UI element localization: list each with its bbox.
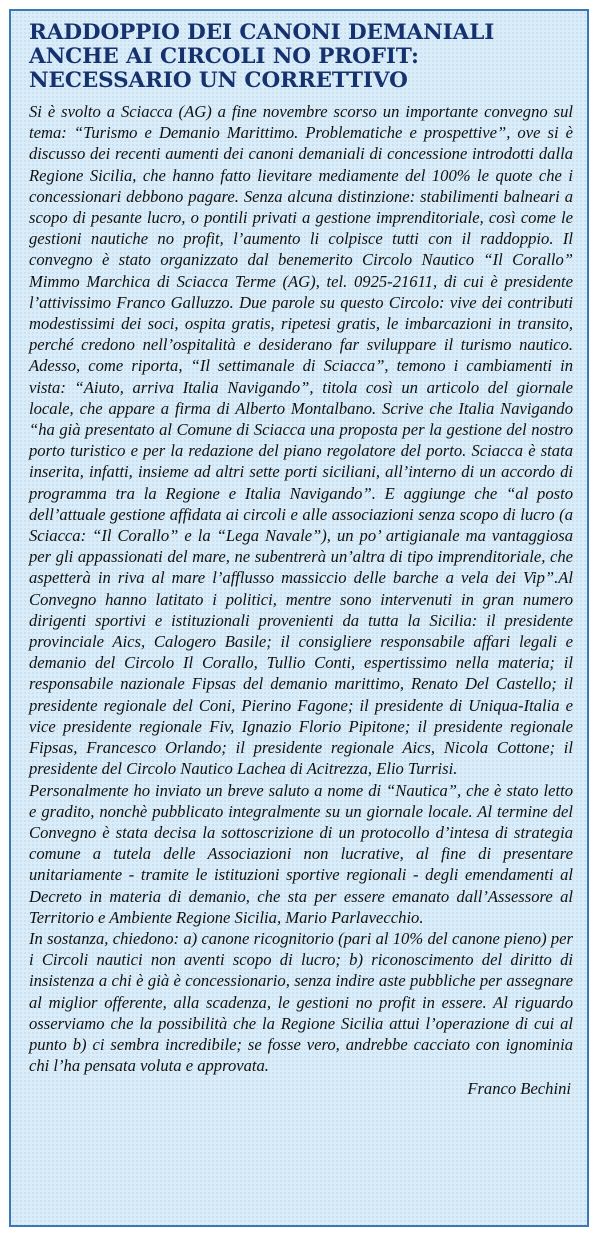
- article-body: [29, 101, 573, 1076]
- article-paragraph-2: Personalmente ho inviato un breve saluto a nome di “Nautica”, che è stato letto e gradito, nonchè pubblicato integralmente su un giornale locale. Al termine del Convegno è stata decisa la sottoscrizione di un protocollo d’intesa di strategia comune a tutela delle Associazioni non lucrative, al fine di presentare unitariamente - tramite le istituzioni sportive regionali - degli emendamenti al Decreto in materia di demanio, che sta per essere emanato dall’Assessore al Territorio e Ambiente Regione Sicilia, Mario Parlavecchio.: [29, 780, 573, 927]
- article-box: [9, 9, 589, 1227]
- article-paragraph-1: Si è svolto a Sciacca (AG) a fine novembre scorso un importante convegno sul tema: “Turismo e Demanio Marittimo. Problematiche e prospettive”, ove si è discusso dei recenti aumenti dei canoni demaniali di concessione introdotti dalla Regione Sicilia, che hanno fatto lievitare mediamente del 100% le quote che i concessionari debbono pagare. Senza alcuna distinzione: stabilimenti balneari a scopo di pesante lucro, o pontili privati a gestione imprenditoriale, così come le gestioni nautiche no profit, l’aumento li colpisce tutti con il raddoppio. Il convegno è stato organizzato dal benemerito Circolo Nautico “Il Corallo” Mimmo Marchica di Sciacca Terme (AG), tel. 0925-21611, di cui è presidente l’attivissimo Franco Galluzzo. Due parole su questo Circolo: vive dei contributi modestissimi dei soci, ospita gratis, ripetesi gratis, le imbarcazioni in transito, perché credono nell’ospitalità e desiderano far sviluppare il turismo nautico. Adesso, come riporta, “Il settimanale di Sciacca”, temono i cambiamenti in vista: “Aiuto, arriva Italia Navigando”, titola così un articolo del giornale locale, che appare a firma di Alberto Montalbano. Scrive che Italia Navigando “ha già presentato al Comune di Sciacca una proposta per la gestione del nostro porto turistico e per la redazione del piano regolatore del porto. Sciacca è stata inserita, infatti, insieme ad altri sette porti siciliani, all’interno di un accordo di programma tra la Regione e Italia Navigando”. E aggiunge che “al posto dell’attuale gestione affidata ai circoli e alle associazioni senza scopo di lucro (a Sciacca: “Il Corallo” e la “Lega Navale”), un po’ artigianale ma vantaggiosa per gli appassionati del mare, ne subentrerà un’altra di tipo imprenditoriale, che aspetterà in riva al mare l’afflusso massiccio delle barche a vela dei Vip”.Al Convegno hanno latitato i politici, mentre sono intervenuti in gran numero dirigenti sportivi e istituzionali provenienti da tutta la Sicilia: il presidente provinciale Aics, Calogero Basile; il consigliere responsabile affari legali e demanio del Circolo Il Corallo, Tullio Conti, espertissimo nella materia; il responsabile nazionale Fipsas del demanio marittimo, Renato Del Castello; il presidente regionale del Coni, Pierino Fagone; il presidente di Uniqua-Italia e vice presidente regionale Fiv, Ignazio Florio Pipitone; il presidente regionale Fipsas, Francesco Orlando; il presidente regionale Aics, Nicola Cottone; il presidente del Circolo Nautico Lachea di Acitrezza, Elio Turrisi.: [29, 102, 573, 779]
- title-line-3: NECESSARIO UN CORRETTIVO: [29, 68, 408, 93]
- article-title: [29, 21, 573, 93]
- title-line-2: ANCHE AI CIRCOLI NO PROFIT:: [29, 44, 419, 69]
- author-signature: Franco Bechini: [467, 1079, 571, 1099]
- article-paragraph-3: In sostanza, chiedono: a) canone ricognitorio (pari al 10% del canone pieno) per i Circoli nautici non aventi scopo di lucro; b) riconoscimento del diritto di insistenza a chi è già è concessionario, senza indire aste pubbliche per assegnare al miglior offerente, alla scadenza, le gestioni no profit in essere. Al riguardo osserviamo che la possibilità che la Regione Sicilia attui l’operazione di cui al punto b) ci sembra incredibile; se fosse vero, andrebbe cacciato con ignominia chi l’ha pensata voluta e approvata.: [29, 928, 573, 1076]
- title-line-1: RADDOPPIO DEI CANONI DEMANIALI: [29, 20, 495, 45]
